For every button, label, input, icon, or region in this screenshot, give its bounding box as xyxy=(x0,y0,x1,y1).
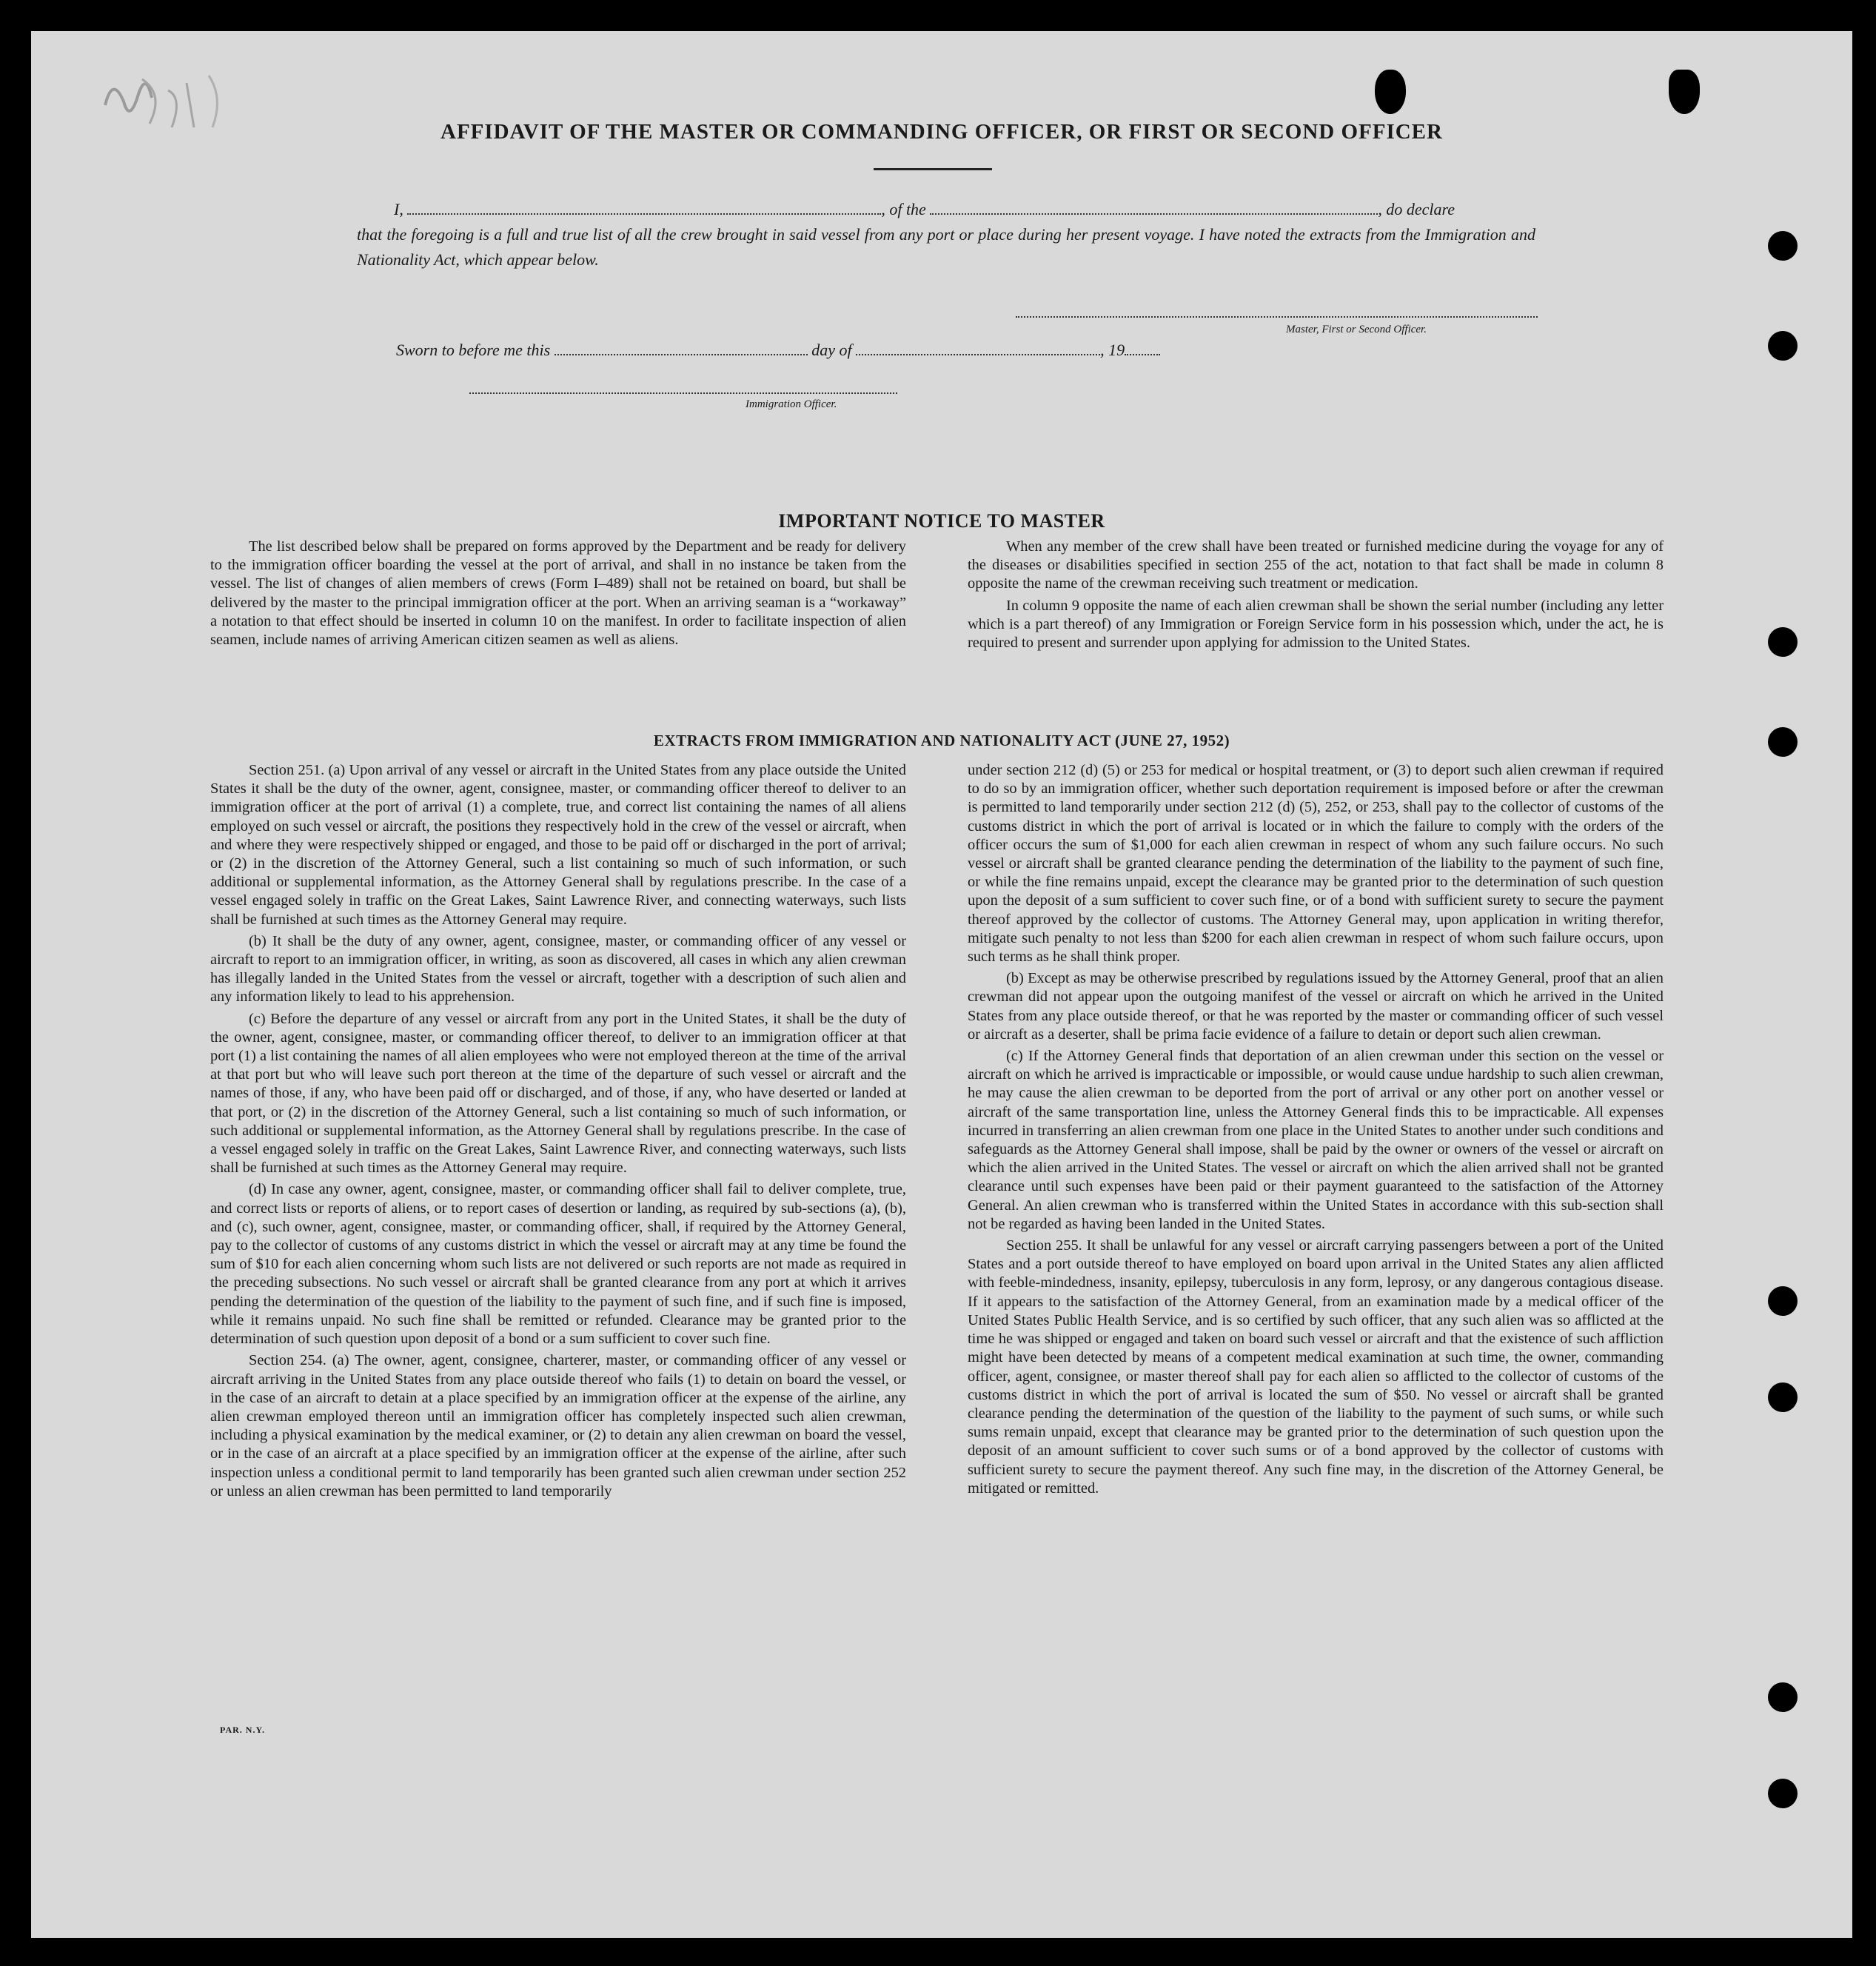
declaration-line xyxy=(394,200,1455,219)
section-251b-paragraph: (b) It shall be the duty of any owner, agent, consignee, master, or commanding officer of any vessel or aircraft to report to an immigration officer, in writing, as soon as discovered, all cases in which any alien crewman has illegally landed in the United States from the vessel or aircraft, together with a description of such alien and any information likely to lead to his apprehension. xyxy=(210,932,906,1006)
punch-notch-top-right xyxy=(1669,70,1700,114)
section-251a-paragraph: Section 251. (a) Upon arrival of any vessel or aircraft in the United States from any place outside the United States it shall be the duty of the owner, agent, consignee, master, or commanding officer thereof to deliver to an immigration officer at the port of arrival (1) a complete, true, and correct list containing the names of all aliens employed on such vessel or aircraft, the positions they respectively hold in the crew of the vessel or aircraft, when and where they were respectively shipped or engaged, and those to be paid off or discharged in the port of arrival; or (2) in the discretion of the Attorney General, such a list containing so much of such information, or such additional or supplemental information, as the Attorney General shall by regulations prescribe. In the case of a vessel engaged solely in traffic on the Great Lakes, Saint Lawrence River, and connecting waterways, such lists shall be furnished at such times as the Attorney General may require. xyxy=(210,762,906,928)
section-255-paragraph: Section 255. It shall be unlawful for any vessel or aircraft carrying passengers between a port of the United States and a port outside thereof to have employed on board upon arrival in the United States any alien afflicted with feeble-mindedness, insanity, epilepsy, tuberculosis in any form, leprosy, or any dangerous contagious disease. If it appears to the satisfaction of the Attorney General, from an examination made by a medical officer of the United States Public Health Service, and is so certified by such officer, that any such alien was so afflicted at the time he was shipped or engaged and taken on board such vessel or aircraft and that the existence of such affliction might have been detected by means of a competent medical examination at such time, the owner, commanding officer, agent, consignee, or master thereof shall pay for each alien so afflicted to the collector of customs of the customs district in which the port of arrival is located the sum of $50. No vessel or aircraft shall be granted clearance pending the determination of the question of the liability to the payment of such sums, or while such sums remain unpaid, except that clearance may be granted prior to the determination of such question upon the deposit of an amount sufficient to cover such sums or of a bond approved by the collector of customs with sufficient surety to secure the payment thereof. Any such fine may, in the discretion of the Attorney General, be mitigated or remitted. xyxy=(968,1237,1664,1497)
sworn-month-field[interactable] xyxy=(856,341,1100,355)
notice-paragraph: In column 9 opposite the name of each alien crewman shall be shown the serial number (including any letter which is a part thereof) of any Immigration or Foreign Service form in his possession which, under the act, he is required to present and surrender upon applying for admission to the United States. xyxy=(968,597,1664,652)
sworn-day-field[interactable] xyxy=(555,341,808,355)
printer-mark: PAR. N.Y. xyxy=(220,1725,266,1735)
section-254b-paragraph: (b) Except as may be otherwise prescribed by regulations issued by the Attorney General, proof that an alien crewman did not appear upon the outgoing manifest of the vessel or aircraft on which he arrived in the United States from any place outside thereof, or that he was reported by the master or commanding officer of such vessel or aircraft as a deserter, shall be prima facie evidence of a failure to detain or deport such alien crewman. xyxy=(968,970,1664,1043)
name-field[interactable] xyxy=(407,200,881,215)
section-254a-paragraph: Section 254. (a) The owner, agent, consignee, charterer, master, or commanding officer of any vessel or aircraft arriving in the United States from any place outside thereof who fails (1) to detain on board the vessel, or in the case of an aircraft to detain at a place specified by an immigration officer at the expense of the airline, any alien crewman employed thereon until an immigration officer has completely inspected such alien crewman, including a physical examination by the medical examiner, or (2) to detain any alien crewman on board the vessel, or in the case of an aircraft at a place specified by an immigration officer at the expense of the airline, after such inspection unless a conditional permit to land temporarily has been granted such alien crewman under section 252 or unless an alien crewman has been permitted to land temporarily xyxy=(210,1352,906,1499)
year-label: , 19 xyxy=(1100,341,1125,359)
affidavit-title: AFFIDAVIT OF THE MASTER OR COMMANDING OFFICER, OR FIRST OR SECOND OFFICER xyxy=(440,120,1443,144)
master-signature-caption: Master, First or Second Officer. xyxy=(1286,324,1427,335)
vessel-field[interactable] xyxy=(930,200,1378,215)
master-signature-line[interactable] xyxy=(1016,316,1538,318)
section-254a-continued-paragraph: under section 212 (d) (5) or 253 for medical or hospital treatment, or (3) to deport such alien crewman if required to do so by an immigration officer, whether such deportation requirement is imposed before or after the crewman is permitted to land temporarily under section 212 (d) (5), 252, or 253, shall pay to the collector of customs of the customs district in which the port of arrival is located or in which the failure to comply with the orders of the officer occurs the sum of $1,000 for each alien crewman in respect of whom any such failure occurs. No such vessel or aircraft shall be granted clearance pending the determination of the liability to the payment of such fine, or while the fine remains unpaid, except the clearance may be granted prior to the determination of such question upon the deposit of a sum sufficient to cover such fine, or of a bond with sufficient surety to secure the payment thereof approved by the collector of customs. The Attorney General may, upon application in writing therefor, mitigate such penalty to not less than $200 for each alien crewman in respect of whom such failure occurs, upon such terms as he shall think proper. xyxy=(968,762,1664,966)
immigration-officer-signature-line[interactable] xyxy=(469,392,897,394)
punch-hole xyxy=(1768,331,1798,361)
punch-notch-top xyxy=(1375,70,1406,114)
punch-hole xyxy=(1768,1382,1798,1412)
section-254c-paragraph: (c) If the Attorney General finds that deportation of an alien crewman under this section on the vessel or aircraft on which he arrived is impracticable or impossible, or would cause undue hardship to such alien crewman, he may cause the alien crewman to be deported from the port of arrival or any other port on another vessel or aircraft of the same transportation line, unless the Attorney General finds this to be impracticable. All expenses incurred in transferring an alien crewman from one place in the United States to another under such conditions and safeguards as the Attorney General shall impose, shall be paid by the owner or owners of the vessel or aircraft on which the alien arrived in the United States. The vessel or aircraft on which the alien arrived shall not be granted clearance until such expenses have been paid or their payment guaranteed to the satisfaction of the Attorney General. An alien crewman who is transferred within the United States in accordance with this sub-section shall not be regarded as having been landed in the United States. xyxy=(968,1048,1664,1232)
extracts-right-column xyxy=(968,761,1664,1501)
notice-paragraph: The list described below shall be prepared on forms approved by the Department and be ready for delivery to the immigration officer boarding the vessel at the port of arrival, and shall in no instance be taken from the vessel. The list of changes of alien members of crews (Form I–489) shall not be retained on board, but shall be delivered by the master to the principal immigration officer at the port. When an arriving seaman is a “workaway” a notation to that effect should be inserted in column 10 on the manifest. In order to facilitate inspection of alien seamen, include names of arriving American citizen seamen as well as aliens. xyxy=(210,538,906,649)
punch-hole xyxy=(1768,627,1798,657)
extracts-title: EXTRACTS FROM IMMIGRATION AND NATIONALITY ACT (JUNE 27, 1952) xyxy=(653,732,1230,749)
sworn-label: Sworn to before me this xyxy=(396,341,551,359)
title-rule xyxy=(874,168,992,170)
punch-hole xyxy=(1768,1286,1798,1316)
punch-hole xyxy=(1768,1779,1798,1808)
immigration-officer-caption: Immigration Officer. xyxy=(746,398,837,410)
notice-left-column xyxy=(210,538,906,652)
punch-hole xyxy=(1768,231,1798,261)
i-label: I, xyxy=(394,200,403,218)
notice-title: IMPORTANT NOTICE TO MASTER xyxy=(778,510,1105,532)
notice-paragraph: When any member of the crew shall have been treated or furnished medicine during the voyage for any of the diseases or disabilities specified in section 255 of the act, notation to that fact shall be made in column 8 opposite the name of the crewman receiving such treatment or medication. xyxy=(968,538,1664,592)
extracts-left-column xyxy=(210,761,906,1504)
do-declare-label: , do declare xyxy=(1378,200,1455,218)
notice-right-column xyxy=(968,538,1664,655)
sworn-year-field[interactable] xyxy=(1125,341,1160,355)
declaration-text: that the foregoing is a full and true list of all the crew brought in said vessel from any port or place during her present voyage. I have noted the extracts from the Immigration and Nationality Act, which appear below. xyxy=(357,225,1535,269)
section-251c-paragraph: (c) Before the departure of any vessel or aircraft from any port in the United States, it shall be the duty of the owner, agent, consignee, master, or commanding officer thereof, to deliver to an immigration officer at that port (1) a list containing the names of all alien employees who were not employed thereon at the time of the arrival at that port but who will leave such port thereon at the time of the departure of such vessel or aircraft and the names of those, if any, who have been paid off or discharged, and of those, if any, who have deserted or landed at that port, or (2) in the discretion of the Attorney General, such a list containing so much of such information, or such additional or supplemental information, as the Attorney General shall by regulations prescribe. In the case of a vessel engaged solely in traffic on the Great Lakes, Saint Lawrence River, and connecting waterways, such lists shall be furnished at such times as the Attorney General may require. xyxy=(210,1010,906,1177)
of-the-label: , of the xyxy=(881,200,926,218)
day-of-label: day of xyxy=(811,341,852,359)
section-251d-paragraph: (d) In case any owner, agent, consignee, master, or commanding officer shall fail to deliver complete, true, and correct lists or reports of aliens, or to report cases of desertion or landing, as required by sub-sections (a), (b), and (c), such owner, agent, consignee, master, or commanding officer, shall, if required by the Attorney General, pay to the collector of customs of any customs district in which the vessel or aircraft may at any time be found the sum of $10 for each alien concerning whom such lists are not delivered or such reports are not made as required in the preceding subsections. No such vessel or aircraft shall be granted clearance from any port at which it arrives pending the determination of the question of the liability to the payment of such fine, and if such fine is imposed, while it remains unpaid. No such fine shall be remitted or refunded. Clearance may be granted prior to the determination of such question upon deposit of a bond or a sum sufficient to cover such fine. xyxy=(210,1181,906,1348)
punch-hole xyxy=(1768,1682,1798,1712)
document-page xyxy=(31,31,1852,1938)
sworn-line xyxy=(396,341,1160,360)
